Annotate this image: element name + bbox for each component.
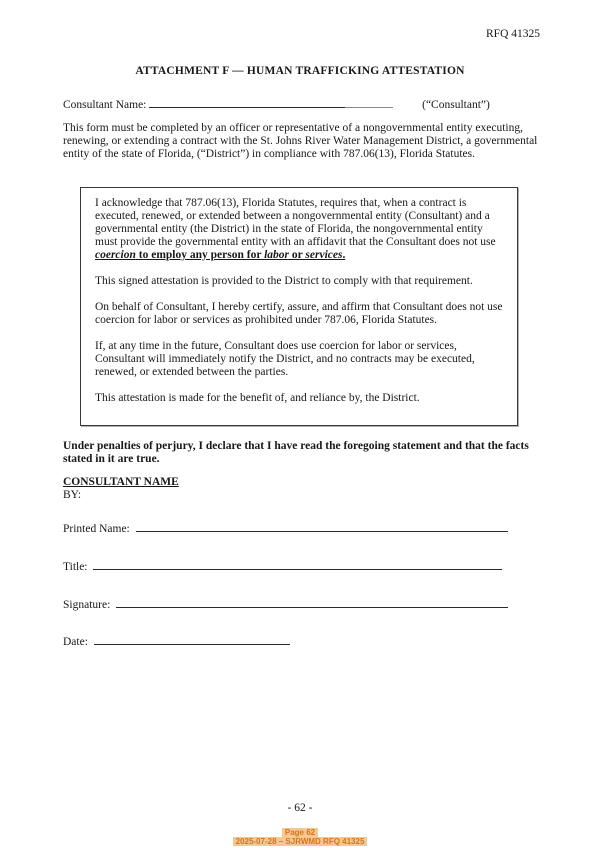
- intro-paragraph: This form must be completed by an officer or representative of a nongovernmental entity executing, renewing, or extending a contract with the St. Johns River Water Management District, a governmental entity of the state of Florida, (“District”) in compliance with 787.06(13), Florida Statutes.: [63, 122, 538, 160]
- or-text: or: [289, 249, 306, 261]
- consultant-name-label: Consultant Name:: [63, 99, 147, 111]
- perjury-statement: Under penalties of perjury, I declare that I have read the foregoing statement and that the facts stated in it are true.: [63, 440, 529, 465]
- acknowledge-text: I acknowledge that 787.06(13), Florida Statutes, requires that, when a contract is executed, renewed, or extended between a nongovernmental entity (Consultant) and a governmental entity (the District) in the state of Florida, the nongovernmental entity must provide the governmental entity with an affidavit that the Consultant does not use: [95, 197, 496, 248]
- signature-blank: [116, 596, 508, 608]
- labor-word: labor: [264, 249, 290, 261]
- page-number: - 62 -: [287, 802, 313, 814]
- box-paragraph-signed: This signed attestation is provided to the District to comply with that requirement.: [95, 275, 473, 287]
- rfq-number: RFQ 41325: [486, 28, 540, 40]
- date-label: Date:: [63, 636, 88, 648]
- consultant-name-blank: [149, 96, 345, 108]
- signature-row: [63, 596, 508, 612]
- date-row: [63, 633, 290, 649]
- consultant-suffix: (“Consultant”): [422, 99, 490, 111]
- box-paragraph-future: If, at any time in the future, Consultant does use coercion for labor or services, Consultant will immediately notify the District, and no contracts may be executed, renewed, or extended between the parties.: [95, 340, 475, 378]
- consultant-name-heading: CONSULTANT NAME: [63, 476, 179, 488]
- date-blank: [94, 633, 290, 645]
- page-title: ATTACHMENT F — HUMAN TRAFFICKING ATTESTATION: [135, 65, 465, 77]
- by-label: BY:: [63, 489, 82, 501]
- signature-label: Signature:: [63, 599, 111, 611]
- title-row: [63, 558, 502, 574]
- coercion-phrase: [95, 249, 345, 261]
- attestation-box: [80, 187, 518, 426]
- employ-text: to employ any person for: [135, 249, 265, 261]
- services-word: services: [305, 249, 343, 261]
- coercion-word: coercion: [95, 249, 136, 261]
- printed-name-blank: [136, 520, 508, 532]
- printed-name-label: Printed Name:: [63, 523, 130, 535]
- title-blank: [93, 558, 502, 570]
- stamp-date-line: 2025-07-28 – SJRWMD RFQ 41325: [233, 837, 368, 846]
- box-paragraph-acknowledge: [95, 197, 504, 262]
- consultant-name-row: [63, 96, 560, 112]
- box-paragraph-benefit: This attestation is made for the benefit of, and reliance by, the District.: [95, 392, 420, 404]
- title-label: Title:: [63, 561, 88, 573]
- footer-stamp: [0, 828, 600, 846]
- consultant-name-blank-extension: [345, 96, 393, 108]
- printed-name-row: [63, 520, 508, 536]
- stamp-page-line: Page 62: [282, 828, 318, 837]
- box-paragraph-certify: On behalf of Consultant, I hereby certify, assure, and affirm that Consultant does not use coercion for labor or services as prohibited under 787.06, Florida Statutes.: [95, 301, 503, 326]
- period: .: [342, 249, 346, 261]
